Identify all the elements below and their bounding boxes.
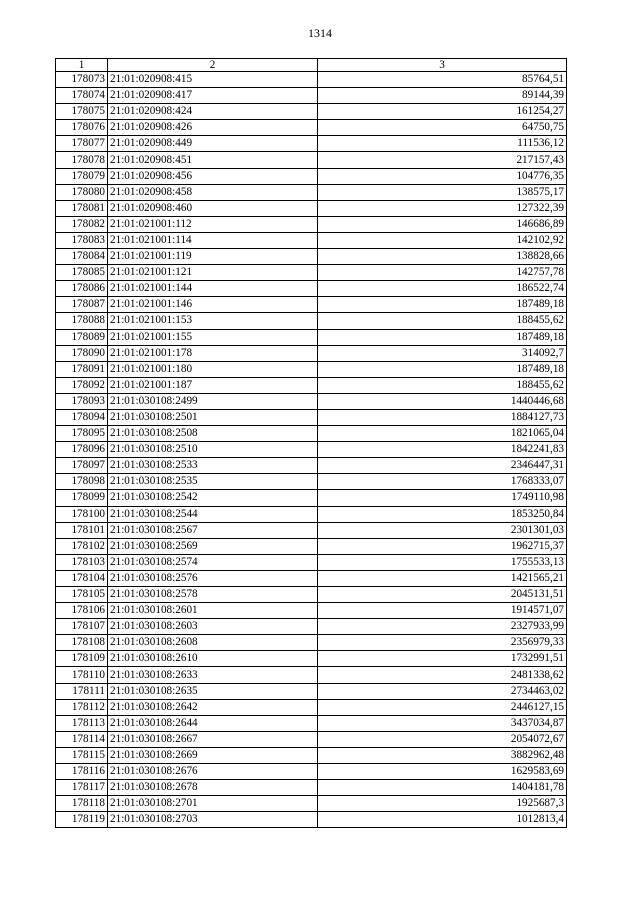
value-cell: 2327933,99 [318,619,567,635]
value-cell: 138828,66 [318,249,567,265]
table-row [56,249,567,265]
table-row [56,88,567,104]
cadastral-number-cell: 21:01:020908:426 [108,120,318,136]
value-cell: 2734463,02 [318,683,567,699]
table-row [56,683,567,699]
table-row [56,313,567,329]
value-cell: 2481338,62 [318,667,567,683]
cadastral-number-cell: 21:01:030108:2669 [108,747,318,763]
cadastral-number-cell: 21:01:030108:2499 [108,393,318,409]
value-cell: 142757,78 [318,265,567,281]
row-number-cell: 178079 [56,168,108,184]
cadastral-number-cell: 21:01:021001:119 [108,249,318,265]
value-cell: 1925687,3 [318,796,567,812]
column-header-1: 1 [56,59,108,72]
table-row [56,474,567,490]
row-number-cell: 178082 [56,216,108,232]
row-number-cell: 178073 [56,72,108,88]
cadastral-number-cell: 21:01:030108:2501 [108,409,318,425]
value-cell: 111536,12 [318,136,567,152]
table-row [56,442,567,458]
value-cell: 127322,39 [318,200,567,216]
table-row [56,570,567,586]
table-row [56,72,567,88]
row-number-cell: 178075 [56,104,108,120]
table-row [56,136,567,152]
table-row [56,619,567,635]
cadastral-number-cell: 21:01:021001:121 [108,265,318,281]
cadastral-number-cell: 21:01:030108:2642 [108,699,318,715]
row-number-cell: 178077 [56,136,108,152]
row-number-cell: 178101 [56,522,108,538]
value-cell: 187489,18 [318,329,567,345]
cadastral-number-cell: 21:01:020908:424 [108,104,318,120]
cadastral-number-cell: 21:01:020908:451 [108,152,318,168]
row-number-cell: 178098 [56,474,108,490]
value-cell: 1732991,51 [318,651,567,667]
cadastral-number-cell: 21:01:030108:2667 [108,731,318,747]
row-number-cell: 178107 [56,619,108,635]
table-row [56,168,567,184]
table-row [56,393,567,409]
value-cell: 2446127,15 [318,699,567,715]
page-number: 1314 [308,26,332,40]
value-cell: 2356979,33 [318,635,567,651]
value-cell: 138575,17 [318,184,567,200]
table-row [56,426,567,442]
value-cell: 146686,89 [318,216,567,232]
table-row [56,200,567,216]
cadastral-number-cell: 21:01:030108:2578 [108,587,318,603]
cadastral-number-cell: 21:01:021001:153 [108,313,318,329]
value-cell: 1914571,07 [318,603,567,619]
cadastral-number-cell: 21:01:030108:2676 [108,764,318,780]
row-number-cell: 178074 [56,88,108,104]
row-number-cell: 178111 [56,683,108,699]
table-row [56,587,567,603]
cadastral-number-cell: 21:01:030108:2635 [108,683,318,699]
value-cell: 1853250,84 [318,506,567,522]
table-row [56,152,567,168]
value-cell: 3882962,48 [318,747,567,763]
cadastral-number-cell: 21:01:030108:2535 [108,474,318,490]
table-row [56,345,567,361]
row-number-cell: 178096 [56,442,108,458]
value-cell: 314092,7 [318,345,567,361]
value-cell: 1962715,37 [318,538,567,554]
cadastral-number-cell: 21:01:030108:2644 [108,715,318,731]
value-cell: 186522,74 [318,281,567,297]
cadastral-number-cell: 21:01:020908:460 [108,200,318,216]
cadastral-number-cell: 21:01:021001:112 [108,216,318,232]
cadastral-number-cell: 21:01:030108:2603 [108,619,318,635]
row-number-cell: 178083 [56,232,108,248]
value-cell: 1629583,69 [318,764,567,780]
value-cell: 1749110,98 [318,490,567,506]
value-cell: 85764,51 [318,72,567,88]
row-number-cell: 178100 [56,506,108,522]
value-cell: 187489,18 [318,297,567,313]
table-row [56,651,567,667]
cadastral-number-cell: 21:01:030108:2569 [108,538,318,554]
header-row [56,59,567,72]
cadastral-number-cell: 21:01:020908:417 [108,88,318,104]
cadastral-number-cell: 21:01:021001:146 [108,297,318,313]
table-row [56,603,567,619]
value-cell: 1421565,21 [318,570,567,586]
table-row [56,780,567,796]
value-cell: 161254,27 [318,104,567,120]
value-cell: 2054072,67 [318,731,567,747]
value-cell: 1755533,13 [318,554,567,570]
cadastral-number-cell: 21:01:020908:449 [108,136,318,152]
cadastral-number-cell: 21:01:021001:155 [108,329,318,345]
row-number-cell: 178119 [56,812,108,828]
value-cell: 104776,35 [318,168,567,184]
cadastral-number-cell: 21:01:030108:2574 [108,554,318,570]
column-header-3: 3 [318,59,567,72]
row-number-cell: 178116 [56,764,108,780]
value-cell: 1768333,07 [318,474,567,490]
cadastral-value-table [55,58,567,828]
row-number-cell: 178088 [56,313,108,329]
row-number-cell: 178099 [56,490,108,506]
row-number-cell: 178086 [56,281,108,297]
cadastral-number-cell: 21:01:030108:2678 [108,780,318,796]
value-cell: 1440446,68 [318,393,567,409]
value-cell: 2346447,31 [318,458,567,474]
row-number-cell: 178090 [56,345,108,361]
row-number-cell: 178094 [56,409,108,425]
cadastral-number-cell: 21:01:030108:2703 [108,812,318,828]
row-number-cell: 178110 [56,667,108,683]
table-row [56,554,567,570]
table-row [56,281,567,297]
cadastral-number-cell: 21:01:020908:415 [108,72,318,88]
table-row [56,377,567,393]
row-number-cell: 178106 [56,603,108,619]
row-number-cell: 178089 [56,329,108,345]
value-cell: 64750,75 [318,120,567,136]
value-cell: 1821065,04 [318,426,567,442]
table-row [56,409,567,425]
row-number-cell: 178097 [56,458,108,474]
table-row [56,747,567,763]
cadastral-number-cell: 21:01:021001:144 [108,281,318,297]
cadastral-number-cell: 21:01:021001:180 [108,361,318,377]
table-row [56,635,567,651]
cadastral-number-cell: 21:01:030108:2510 [108,442,318,458]
row-number-cell: 178112 [56,699,108,715]
table-row [56,506,567,522]
column-header-2: 2 [108,59,318,72]
row-number-cell: 178081 [56,200,108,216]
cadastral-number-cell: 21:01:030108:2633 [108,667,318,683]
cadastral-number-cell: 21:01:020908:458 [108,184,318,200]
table-row [56,699,567,715]
table-row [56,522,567,538]
table-header [56,59,567,72]
value-cell: 1842241,83 [318,442,567,458]
table-row [56,667,567,683]
value-cell: 217157,43 [318,152,567,168]
row-number-cell: 178103 [56,554,108,570]
cadastral-number-cell: 21:01:030108:2544 [108,506,318,522]
cadastral-number-cell: 21:01:030108:2610 [108,651,318,667]
table-row [56,232,567,248]
row-number-cell: 178087 [56,297,108,313]
table-row [56,104,567,120]
cadastral-number-cell: 21:01:021001:178 [108,345,318,361]
cadastral-number-cell: 21:01:030108:2601 [108,603,318,619]
row-number-cell: 178084 [56,249,108,265]
cadastral-number-cell: 21:01:030108:2701 [108,796,318,812]
value-cell: 3437034,87 [318,715,567,731]
value-cell: 2301301,03 [318,522,567,538]
cadastral-number-cell: 21:01:020908:456 [108,168,318,184]
cadastral-number-cell: 21:01:030108:2608 [108,635,318,651]
row-number-cell: 178102 [56,538,108,554]
value-cell: 188455,62 [318,313,567,329]
table-row [56,458,567,474]
row-number-cell: 178095 [56,426,108,442]
table-row [56,120,567,136]
table-row [56,216,567,232]
row-number-cell: 178105 [56,587,108,603]
value-cell: 1884127,73 [318,409,567,425]
row-number-cell: 178109 [56,651,108,667]
row-number-cell: 178108 [56,635,108,651]
table-row [56,490,567,506]
row-number-cell: 178093 [56,393,108,409]
cadastral-number-cell: 21:01:021001:114 [108,232,318,248]
cadastral-number-cell: 21:01:030108:2567 [108,522,318,538]
cadastral-number-cell: 21:01:030108:2576 [108,570,318,586]
table-row [56,764,567,780]
row-number-cell: 178078 [56,152,108,168]
row-number-cell: 178117 [56,780,108,796]
row-number-cell: 178115 [56,747,108,763]
table-row [56,715,567,731]
value-cell: 89144,39 [318,88,567,104]
table-row [56,361,567,377]
row-number-cell: 178118 [56,796,108,812]
table-body [56,72,567,828]
table-row [56,329,567,345]
row-number-cell: 178085 [56,265,108,281]
value-cell: 2045131,51 [318,587,567,603]
table-row [56,796,567,812]
value-cell: 188455,62 [318,377,567,393]
cadastral-number-cell: 21:01:030108:2542 [108,490,318,506]
value-cell: 1404181,78 [318,780,567,796]
row-number-cell: 178114 [56,731,108,747]
row-number-cell: 178076 [56,120,108,136]
table-row [56,731,567,747]
value-cell: 187489,18 [318,361,567,377]
table-row [56,812,567,828]
table-row [56,538,567,554]
cadastral-number-cell: 21:01:030108:2533 [108,458,318,474]
table-row [56,297,567,313]
table-row [56,184,567,200]
row-number-cell: 178092 [56,377,108,393]
value-cell: 142102,92 [318,232,567,248]
table-row [56,265,567,281]
value-cell: 1012813,4 [318,812,567,828]
row-number-cell: 178091 [56,361,108,377]
cadastral-number-cell: 21:01:021001:187 [108,377,318,393]
row-number-cell: 178104 [56,570,108,586]
row-number-cell: 178113 [56,715,108,731]
cadastral-number-cell: 21:01:030108:2508 [108,426,318,442]
row-number-cell: 178080 [56,184,108,200]
